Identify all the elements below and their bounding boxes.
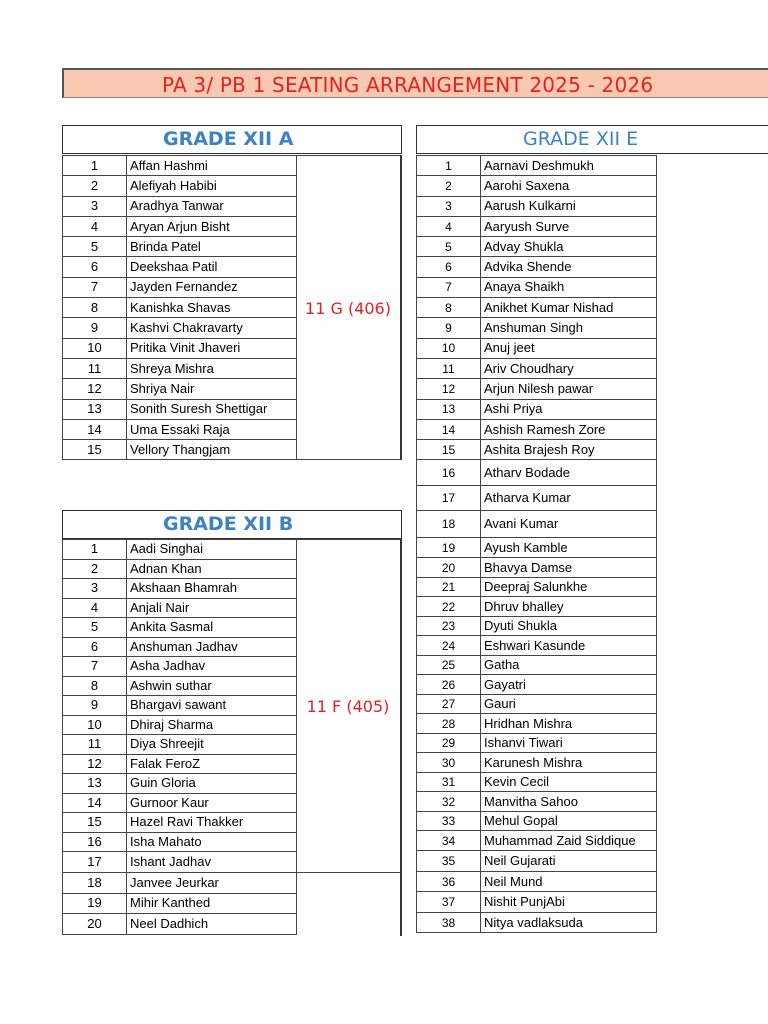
- roll-number: 38: [417, 912, 481, 933]
- roll-number: 16: [417, 460, 481, 486]
- student-name: Advika Shende: [481, 257, 657, 277]
- student-name: Anshuman Jadhav: [127, 637, 297, 657]
- student-name: Gauri: [481, 694, 657, 714]
- roll-number: 23: [417, 616, 481, 636]
- table-row: [417, 616, 657, 636]
- roll-number: 15: [417, 440, 481, 460]
- student-name: Atharva Kumar: [481, 486, 657, 511]
- student-name: Karunesh Mishra: [481, 753, 657, 773]
- student-name: Hridhan Mishra: [481, 714, 657, 734]
- student-name: Falak FeroZ: [127, 754, 297, 774]
- roll-number: 9: [417, 318, 481, 338]
- table-row: [63, 637, 297, 657]
- grade-xii-a-roster: [62, 155, 297, 460]
- roll-number: 11: [417, 358, 481, 378]
- table-row: [417, 733, 657, 753]
- table-row: [63, 399, 297, 419]
- roll-number: 5: [63, 618, 127, 638]
- student-name: Uma Essaki Raja: [127, 419, 297, 439]
- student-name: Aarush Kulkarni: [481, 196, 657, 216]
- table-row: [63, 793, 297, 813]
- table-row: [63, 419, 297, 439]
- grade-xii-e-header: [416, 125, 768, 154]
- student-name: Shriya Nair: [127, 379, 297, 399]
- table-row: [417, 753, 657, 773]
- table-row: [417, 216, 657, 236]
- roll-number: 2: [63, 176, 127, 196]
- student-name: Dyuti Shukla: [481, 616, 657, 636]
- page-title: PA 3/ PB 1 SEATING ARRANGEMENT 2025 - 2026: [162, 73, 654, 97]
- roll-number: 10: [417, 338, 481, 358]
- table-row: [63, 754, 297, 774]
- student-name: Eshwari Kasunde: [481, 636, 657, 656]
- student-name: Asha Jadhav: [127, 657, 297, 677]
- student-name: Ashish Ramesh Zore: [481, 419, 657, 439]
- table-row: [63, 735, 297, 755]
- table-row: [63, 277, 297, 297]
- student-name: Dhiraj Sharma: [127, 715, 297, 735]
- roll-number: 32: [417, 792, 481, 812]
- grade-xii-b-room: 11 F (405): [306, 697, 390, 716]
- roll-number: 14: [63, 419, 127, 439]
- table-row: [63, 196, 297, 216]
- student-name: Deepraj Salunkhe: [481, 577, 657, 597]
- table-row: [417, 538, 657, 558]
- roll-number: 22: [417, 597, 481, 617]
- table-row: [417, 298, 657, 318]
- student-name: Ishant Jadhav: [127, 852, 297, 873]
- grade-xii-a-room-block: [296, 155, 402, 460]
- roll-number: 5: [417, 237, 481, 257]
- roll-number: 14: [63, 793, 127, 813]
- grade-xii-b-header: [62, 510, 402, 539]
- table-row: [63, 540, 297, 560]
- table-row: [417, 714, 657, 734]
- roll-number: 8: [417, 298, 481, 318]
- table-row: [417, 358, 657, 378]
- table-row: [417, 156, 657, 176]
- student-name: Gurnoor Kaur: [127, 793, 297, 813]
- table-row: [63, 774, 297, 794]
- roll-number: 19: [417, 538, 481, 558]
- student-name: Gatha: [481, 655, 657, 675]
- student-name: Arjun Nilesh pawar: [481, 379, 657, 399]
- student-name: Vellory Thangjam: [127, 440, 297, 460]
- grade-xii-e-title: GRADE XII E: [523, 128, 639, 150]
- table-row: [417, 772, 657, 792]
- student-name: Janvee Jeurkar: [127, 873, 297, 894]
- student-name: Anshuman Singh: [481, 318, 657, 338]
- student-name: Kevin Cecil: [481, 772, 657, 792]
- roll-number: 33: [417, 811, 481, 831]
- grade-xii-b-room-block-2: [296, 872, 402, 936]
- roll-number: 16: [63, 832, 127, 852]
- roll-number: 27: [417, 694, 481, 714]
- student-name: Ashi Priya: [481, 399, 657, 419]
- student-name: Anjali Nair: [127, 598, 297, 618]
- table-row: [417, 511, 657, 538]
- roll-number: 13: [417, 399, 481, 419]
- table-row: [417, 257, 657, 277]
- roll-number: 4: [63, 598, 127, 618]
- student-name: Shreya Mishra: [127, 358, 297, 378]
- student-name: Guin Gloria: [127, 774, 297, 794]
- roll-number: 3: [63, 579, 127, 599]
- student-name: Neil Mund: [481, 871, 657, 892]
- roll-number: 37: [417, 892, 481, 913]
- table-row: [63, 176, 297, 196]
- roll-number: 26: [417, 675, 481, 695]
- student-name: Affan Hashmi: [127, 156, 297, 176]
- roll-number: 6: [63, 637, 127, 657]
- table-row: [417, 892, 657, 913]
- roll-number: 14: [417, 419, 481, 439]
- table-row: [417, 379, 657, 399]
- student-name: Alefiyah Habibi: [127, 176, 297, 196]
- grade-xii-b-title: GRADE XII B: [163, 513, 294, 535]
- roll-number: 9: [63, 696, 127, 716]
- roll-number: 17: [417, 486, 481, 511]
- table-row: [63, 715, 297, 735]
- roll-number: 30: [417, 753, 481, 773]
- student-name: Gayatri: [481, 675, 657, 695]
- student-name: Nitya vadlaksuda: [481, 912, 657, 933]
- roll-number: 15: [63, 813, 127, 833]
- roll-number: 7: [63, 657, 127, 677]
- table-row: [417, 176, 657, 196]
- roll-number: 21: [417, 577, 481, 597]
- student-name: Muhammad Zaid Siddique: [481, 831, 657, 851]
- student-name: Bhargavi sawant: [127, 696, 297, 716]
- student-name: Aryan Arjun Bisht: [127, 216, 297, 236]
- roll-number: 7: [63, 277, 127, 297]
- roll-number: 12: [417, 379, 481, 399]
- student-name: Mihir Kanthed: [127, 893, 297, 914]
- table-row: [63, 852, 297, 873]
- table-row: [417, 636, 657, 656]
- roll-number: 25: [417, 655, 481, 675]
- student-name: Dhruv bhalley: [481, 597, 657, 617]
- roll-number: 20: [63, 914, 127, 935]
- roll-number: 12: [63, 754, 127, 774]
- roll-number: 15: [63, 440, 127, 460]
- student-name: Aradhya Tanwar: [127, 196, 297, 216]
- roll-number: 18: [417, 511, 481, 538]
- student-name: Sonith Suresh Shettigar: [127, 399, 297, 419]
- table-row: [417, 419, 657, 439]
- roll-number: 10: [63, 338, 127, 358]
- roll-number: 1: [63, 540, 127, 560]
- student-name: Brinda Patel: [127, 237, 297, 257]
- table-row: [417, 318, 657, 338]
- table-row: [417, 831, 657, 851]
- roll-number: 5: [63, 237, 127, 257]
- roll-number: 19: [63, 893, 127, 914]
- table-row: [63, 237, 297, 257]
- table-row: [63, 696, 297, 716]
- student-name: Adnan Khan: [127, 559, 297, 579]
- table-row: [417, 486, 657, 511]
- roll-number: 13: [63, 399, 127, 419]
- table-row: [417, 440, 657, 460]
- table-row: [417, 597, 657, 617]
- student-name: Nishit PunjAbi: [481, 892, 657, 913]
- table-row: [63, 657, 297, 677]
- roll-number: 24: [417, 636, 481, 656]
- student-name: Ariv Choudhary: [481, 358, 657, 378]
- roll-number: 2: [63, 559, 127, 579]
- roll-number: 29: [417, 733, 481, 753]
- student-name: Kashvi Chakravarty: [127, 318, 297, 338]
- table-row: [63, 618, 297, 638]
- table-row: [63, 257, 297, 277]
- table-row: [417, 277, 657, 297]
- roll-number: 4: [63, 216, 127, 236]
- student-name: Aarohi Saxena: [481, 176, 657, 196]
- roll-number: 18: [63, 873, 127, 894]
- table-row: [63, 358, 297, 378]
- student-name: Ankita Sasmal: [127, 618, 297, 638]
- table-row: [63, 579, 297, 599]
- table-row: [63, 379, 297, 399]
- table-row: [63, 832, 297, 852]
- table-row: [417, 577, 657, 597]
- roll-number: 1: [417, 156, 481, 176]
- student-name: Aaryush Surve: [481, 216, 657, 236]
- table-row: [63, 676, 297, 696]
- roll-number: 7: [417, 277, 481, 297]
- table-row: [417, 871, 657, 892]
- student-name: Akshaan Bhamrah: [127, 579, 297, 599]
- student-name: Jayden Fernandez: [127, 277, 297, 297]
- student-name: Neil Gujarati: [481, 850, 657, 871]
- table-row: [63, 298, 297, 318]
- table-row: [63, 914, 297, 935]
- roll-number: 11: [63, 735, 127, 755]
- grade-xii-a-title: GRADE XII A: [163, 128, 294, 150]
- student-name: Ashita Brajesh Roy: [481, 440, 657, 460]
- student-name: Mehul Gopal: [481, 811, 657, 831]
- table-row: [417, 912, 657, 933]
- roll-number: 6: [417, 257, 481, 277]
- roll-number: 17: [63, 852, 127, 873]
- student-name: Ayush Kamble: [481, 538, 657, 558]
- table-row: [417, 460, 657, 486]
- table-row: [417, 694, 657, 714]
- table-row: [417, 850, 657, 871]
- roll-number: 12: [63, 379, 127, 399]
- grade-xii-b-roster: [62, 539, 297, 935]
- roll-number: 1: [63, 156, 127, 176]
- table-row: [63, 598, 297, 618]
- grade-xii-a-room: 11 G (406): [305, 299, 391, 318]
- student-name: Isha Mahato: [127, 832, 297, 852]
- table-row: [417, 655, 657, 675]
- student-name: Aarnavi Deshmukh: [481, 156, 657, 176]
- student-name: Diya Shreejit: [127, 735, 297, 755]
- roll-number: 8: [63, 298, 127, 318]
- student-name: Anaya Shaikh: [481, 277, 657, 297]
- roll-number: 3: [417, 196, 481, 216]
- student-name: Manvitha Sahoo: [481, 792, 657, 812]
- roll-number: 2: [417, 176, 481, 196]
- grade-xii-a-header: [62, 125, 402, 154]
- table-row: [417, 196, 657, 216]
- student-name: Ishanvi Tiwari: [481, 733, 657, 753]
- student-name: Kanishka Shavas: [127, 298, 297, 318]
- student-name: Bhavya Damse: [481, 558, 657, 578]
- roll-number: 36: [417, 871, 481, 892]
- student-name: Pritika Vinit Jhaveri: [127, 338, 297, 358]
- table-row: [417, 675, 657, 695]
- roll-number: 35: [417, 850, 481, 871]
- roll-number: 10: [63, 715, 127, 735]
- student-name: Atharv Bodade: [481, 460, 657, 486]
- roll-number: 6: [63, 257, 127, 277]
- table-row: [63, 156, 297, 176]
- table-row: [417, 811, 657, 831]
- student-name: Deekshaa Patil: [127, 257, 297, 277]
- student-name: Neel Dadhich: [127, 914, 297, 935]
- table-row: [63, 559, 297, 579]
- roll-number: 34: [417, 831, 481, 851]
- roll-number: 4: [417, 216, 481, 236]
- student-name: Anuj jeet: [481, 338, 657, 358]
- roll-number: 9: [63, 318, 127, 338]
- table-row: [63, 893, 297, 914]
- roll-number: 11: [63, 358, 127, 378]
- student-name: Avani Kumar: [481, 511, 657, 538]
- table-row: [63, 440, 297, 460]
- table-row: [63, 318, 297, 338]
- table-row: [63, 338, 297, 358]
- student-name: Aadi Singhai: [127, 540, 297, 560]
- student-name: Ashwin suthar: [127, 676, 297, 696]
- title-banner: [62, 68, 768, 98]
- table-row: [417, 237, 657, 257]
- table-row: [63, 813, 297, 833]
- student-name: Anikhet Kumar Nishad: [481, 298, 657, 318]
- roll-number: 20: [417, 558, 481, 578]
- table-row: [417, 338, 657, 358]
- roll-number: 8: [63, 676, 127, 696]
- roll-number: 3: [63, 196, 127, 216]
- student-name: Hazel Ravi Thakker: [127, 813, 297, 833]
- grade-xii-b-room-block: [296, 539, 402, 873]
- grade-xii-e-roster: [416, 155, 657, 933]
- table-row: [417, 558, 657, 578]
- roll-number: 28: [417, 714, 481, 734]
- table-row: [63, 216, 297, 236]
- table-row: [417, 792, 657, 812]
- student-name: Advay Shukla: [481, 237, 657, 257]
- table-row: [417, 399, 657, 419]
- roll-number: 31: [417, 772, 481, 792]
- table-row: [63, 873, 297, 894]
- roll-number: 13: [63, 774, 127, 794]
